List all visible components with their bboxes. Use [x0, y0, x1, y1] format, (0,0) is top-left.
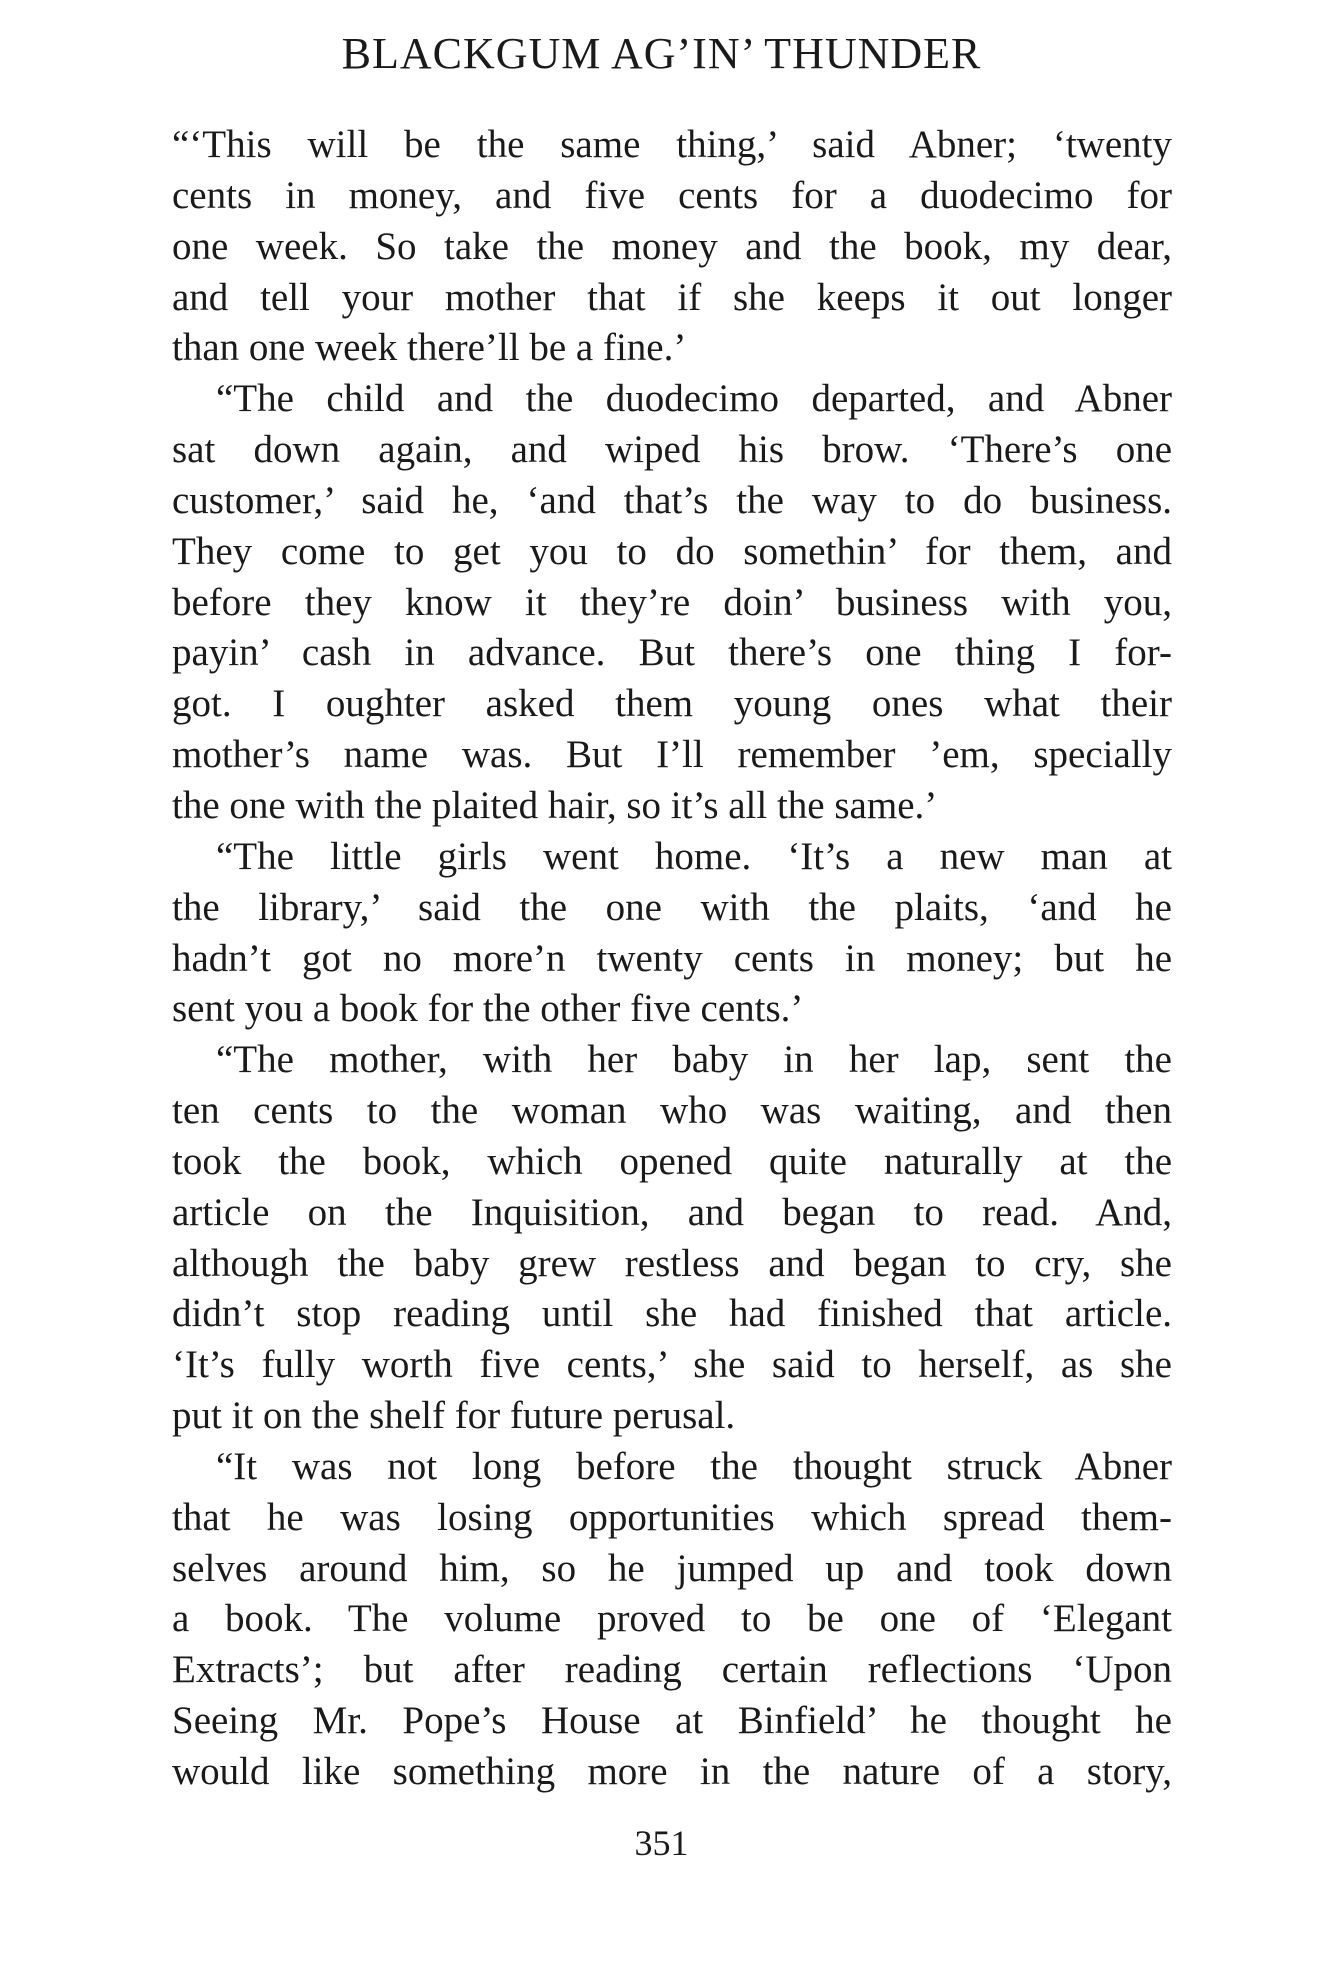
text-line: Extracts’; but after reading certain reflections ‘Upon	[172, 1648, 1172, 1692]
text-line: hadn’t got no more’n twenty cents in money; but he	[172, 936, 1172, 980]
text-line: “‘This will be the same thing,’ said Abner; ‘twenty	[172, 123, 1172, 166]
text-line: “It was not long before the thought struck Abner	[216, 1444, 1172, 1488]
text-line: selves around him, so he jumped up and took down	[172, 1546, 1172, 1590]
page-number: 351	[634, 1823, 689, 1863]
text-line: put it on the shelf for future perusal.	[172, 1394, 736, 1438]
text-line: the one with the plaited hair, so it’s all the same.’	[172, 783, 938, 827]
text-line: ‘It’s fully worth five cents,’ she said to herself, as she	[172, 1343, 1172, 1387]
text-line: although the baby grew restless and began to cry, she	[172, 1241, 1172, 1285]
running-title: BLACKGUM AG’IN’ THUNDER	[341, 29, 982, 78]
text-line: that he was losing opportunities which spread them-	[172, 1495, 1172, 1539]
text-line: sat down again, and wiped his brow. ‘There’s one	[172, 428, 1172, 472]
text-line: the library,’ said the one with the plaits, ‘and he	[172, 885, 1172, 929]
text-line: Seeing Mr. Pope’s House at Binfield’ he thought he	[172, 1699, 1172, 1743]
text-line: mother’s name was. But I’ll remember ’em, specially	[172, 733, 1172, 777]
text-line: “The little girls went home. ‘It’s a new man at	[216, 834, 1172, 878]
text-line: before they know it they’re doin’ business with you,	[172, 580, 1172, 624]
text-line: got. I oughter asked them young ones what their	[172, 682, 1172, 726]
text-line: cents in money, and five cents for a duodecimo for	[172, 173, 1172, 217]
text-line: article on the Inquisition, and began to read. And,	[172, 1190, 1172, 1234]
text-line: didn’t stop reading until she had finished that article.	[172, 1292, 1172, 1336]
text-line: payin’ cash in advance. But there’s one thing I for-	[172, 631, 1172, 675]
text-line: sent you a book for the other five cents.’	[172, 987, 804, 1031]
text-line: took the book, which opened quite naturally at the	[172, 1139, 1172, 1183]
text-line: “The mother, with her baby in her lap, sent the	[216, 1038, 1172, 1082]
text-line: one week. So take the money and the book, my dear,	[172, 224, 1172, 268]
text-line: and tell your mother that if she keeps it out longer	[172, 275, 1172, 319]
text-line: customer,’ said he, ‘and that’s the way to do business.	[172, 478, 1172, 522]
text-line: “The child and the duodecimo departed, and Abner	[216, 377, 1172, 421]
text-line: a book. The volume proved to be one of ‘Elegant	[172, 1597, 1172, 1641]
text-line: than one week there’ll be a fine.’	[172, 326, 687, 370]
text-line: would like something more in the nature of a story,	[172, 1750, 1172, 1793]
text-line: ten cents to the woman who was waiting, and then	[172, 1089, 1172, 1133]
body-text	[172, 120, 1172, 1798]
text-line: They come to get you to do somethin’ for them, and	[172, 529, 1172, 573]
